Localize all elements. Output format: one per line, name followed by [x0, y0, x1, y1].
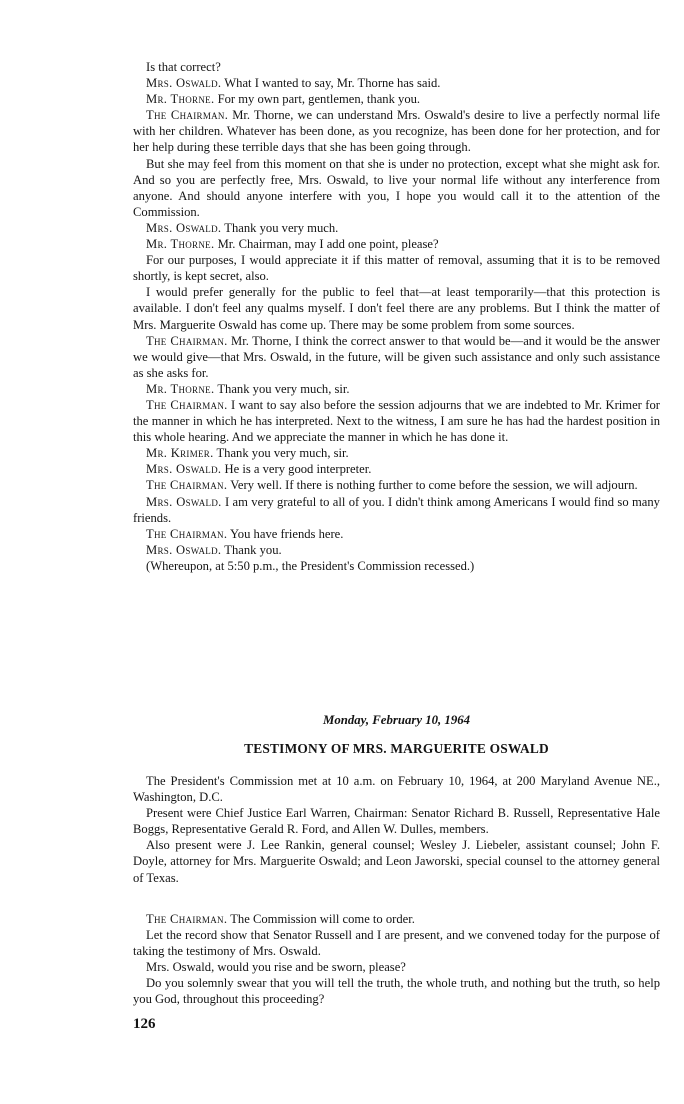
paragraph [133, 59, 660, 75]
speaker-name: The Chairman. [146, 526, 228, 541]
session-date-heading: Monday, February 10, 1964 [322, 713, 471, 727]
paragraph [133, 805, 660, 837]
speaker-name: Mrs. Oswald. [146, 220, 222, 235]
paragraph [133, 252, 660, 284]
paragraph-text: What I wanted to say, Mr. Thorne has said. [221, 76, 441, 91]
paragraph [133, 236, 660, 252]
paragraph-text: Very well. If there is nothing further to come before the session, we will adjourn. [227, 478, 638, 493]
paragraph [133, 975, 660, 1007]
paragraph [133, 397, 660, 445]
paragraph-text: I am very grateful to all of you. I didn't think among Americans I would find so many friends. [133, 494, 660, 525]
paragraph-text: Thank you very much. [221, 220, 339, 235]
paragraph-text: Mr. Thorne, I think the correct answer to that would be—and it would be the answer we would give—that Mrs. Oswald, in the future, will be given such assistance and only such assistance as she asks for. [133, 333, 660, 380]
speaker-name: The Chairman. [146, 912, 228, 926]
paragraph [133, 542, 660, 558]
paragraph [133, 911, 660, 927]
speaker-name: Mr. Thorne. [146, 381, 215, 396]
paragraph-text: Thank you very much, sir. [214, 381, 350, 396]
session-attendance-section [133, 773, 660, 886]
paragraph-text: I want to say also before the session adjourns that we are indebted to Mr. Krimer for the manner in which he has interpreted. Next to the witness, I am sure he has had the hardest position in this whole hearing. And we appreciate the manner in which he has done it. [133, 397, 660, 445]
paragraph-text: Also present were J. Lee Rankin, general counsel; Wesley J. Liebeler, assistant counsel; John F. Doyle, attorney for Mrs. Marguerite Oswald; and Leon Jaworski, special counsel to the attorney general of Texas. [133, 838, 660, 885]
speaker-name: Mrs. Oswald. [146, 462, 222, 477]
speaker-name: The Chairman. [146, 108, 229, 123]
paragraph-text: He is a very good interpreter. [221, 462, 372, 477]
page-number: 126 [133, 1016, 156, 1032]
paragraph-text: Thank you. [221, 542, 282, 557]
opening-remarks-section [133, 911, 660, 1008]
paragraph [133, 381, 660, 397]
paragraph [133, 927, 660, 959]
speaker-name: The Chairman. [146, 333, 228, 348]
paragraph [133, 75, 660, 91]
paragraph [133, 461, 660, 477]
paragraph-text: You have friends here. [227, 526, 344, 541]
paragraph-text: For my own part, gentlemen, thank you. [214, 92, 421, 107]
speaker-name: The Chairman. [146, 397, 228, 412]
testimony-title: TESTIMONY OF MRS. MARGUERITE OSWALD [244, 741, 549, 756]
paragraph-text: Do you solemnly swear that you will tell the truth, the whole truth, and nothing but the truth, so help you God, throughout this proceeding? [133, 976, 660, 1007]
paragraph-text: Mr. Thorne, we can understand Mrs. Oswald's desire to live a perfectly normal life with her children. Whatever has been done, as you recognize, has been done for her protection, and for her help during these terrible days that she has been going through. [133, 108, 660, 155]
paragraph [133, 220, 660, 236]
paragraph [133, 558, 660, 574]
paragraph-text: (Whereupon, at 5:50 p.m., the President's Commission recessed.) [146, 558, 475, 573]
paragraph [133, 333, 660, 381]
paragraph-text: Present were Chief Justice Earl Warren, Chairman: Senator Richard B. Russell, Representative Hale Boggs, Representative Gerald R. Ford, and Allen W. Dulles, members. [133, 806, 660, 837]
speaker-name: Mr. Thorne. [146, 237, 215, 252]
paragraph-text: The President's Commission met at 10 a.m. on February 10, 1964, at 200 Maryland Avenue NE., Washington, D.C. [133, 774, 660, 805]
recess-transcript-section [133, 59, 660, 574]
paragraph [133, 91, 660, 107]
speaker-name: Mrs. Oswald. [146, 494, 222, 509]
paragraph [133, 959, 660, 975]
paragraph-text: But she may feel from this moment on that she is under no protection, except what she might ask for. And so you are perfectly free, Mrs. Oswald, to live your normal life without any interference from anyone. And should anyone interfere with you, I hope you would call it to the attention of the Commission. [133, 156, 660, 219]
paragraph-text: Thank you very much, sir. [213, 446, 349, 461]
paragraph-text: Mr. Chairman, may I add one point, please? [214, 237, 439, 252]
speaker-name: Mrs. Oswald. [146, 76, 222, 91]
paragraph-text: Let the record show that Senator Russell and I are present, and we convened today for the purpose of taking the testimony of Mrs. Oswald. [133, 928, 660, 959]
speaker-name: The Chairman. [146, 478, 228, 493]
paragraph [133, 156, 660, 220]
paragraph-text: The Commission will come to order. [227, 912, 415, 926]
paragraph-text: For our purposes, I would appreciate it if this matter of removal, assuming that it is to be removed shortly, is kept secret, also. [133, 253, 660, 284]
paragraph [133, 526, 660, 542]
paragraph [133, 494, 660, 526]
paragraph-text: Is that correct? [146, 60, 221, 74]
paragraph [133, 773, 660, 805]
paragraph-text: I would prefer generally for the public to feel that—at least temporarily—that this protection is available. I don't feel any qualms myself. I don't feel there are any problems. But I think the matter of Mrs. Marguerite Oswald has come up. There may be some problem from some sources. [133, 285, 660, 332]
paragraph [133, 284, 660, 332]
paragraph [133, 477, 660, 493]
speaker-name: Mr. Thorne. [146, 92, 215, 107]
speaker-name: Mr. Krimer. [146, 446, 214, 461]
paragraph [133, 445, 660, 461]
paragraph-text: Mrs. Oswald, would you rise and be sworn, please? [146, 960, 406, 975]
speaker-name: Mrs. Oswald. [146, 542, 222, 557]
paragraph [133, 837, 660, 885]
paragraph [133, 107, 660, 155]
